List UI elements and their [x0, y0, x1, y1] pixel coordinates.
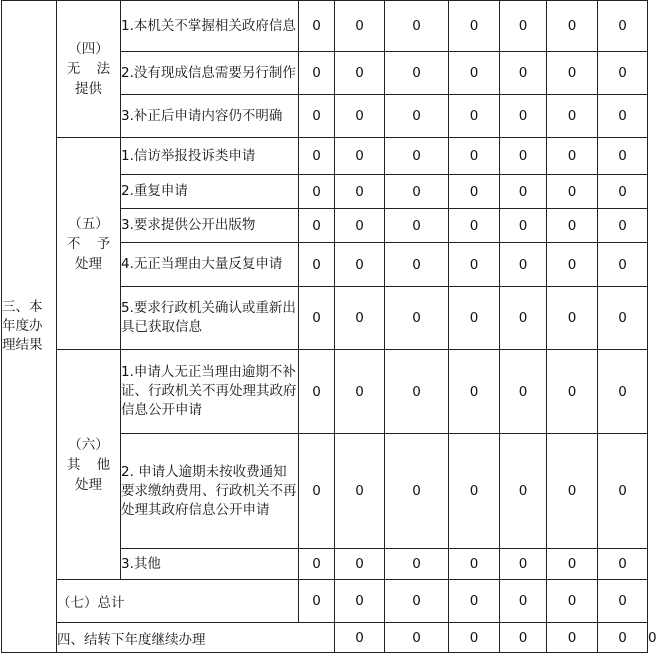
cell-value: 0 — [598, 138, 648, 175]
cell-value: 0 — [335, 52, 385, 95]
item-label: 2.没有现成信息需要另行制作 — [121, 52, 299, 95]
cell-value: 0 — [598, 1, 648, 52]
item-label: 1.申请人无正当理由逾期不补证、行政机关不再处理其政府信息公开申请 — [121, 350, 299, 434]
cell-value: 0 — [500, 138, 547, 175]
cell-value: 0 — [500, 95, 547, 138]
section-label-line: 三、本 — [2, 299, 43, 315]
cell-value: 0 — [299, 175, 335, 209]
item-label: 2. 申请人逾期未按收费通知要求缴纳费用、行政机关不再处理其政府信息公开申请 — [121, 434, 299, 549]
group-label-char: 不 — [66, 235, 81, 252]
cell-value: 0 — [547, 243, 598, 287]
cell-value: 0 — [449, 580, 500, 623]
cell-value: 0 — [547, 1, 598, 52]
cell-value: 0 — [500, 1, 547, 52]
total-label: （七）总计 — [57, 580, 299, 623]
group-label-line: 处理 — [75, 255, 102, 272]
cell-value: 0 — [335, 1, 385, 52]
cell-value: 0 — [385, 209, 449, 243]
cell-value: 0 — [598, 434, 648, 549]
cell-value: 0 — [598, 209, 648, 243]
item-label: 2.重复申请 — [121, 175, 299, 209]
group-label-line: （四） — [68, 41, 109, 57]
group-label-char: 其 — [66, 456, 81, 473]
cell-value: 0 — [335, 580, 385, 623]
item-label: 3.其他 — [121, 549, 299, 580]
cell-value: 0 — [385, 623, 449, 653]
cell-value: 0 — [500, 434, 547, 549]
cell-value: 0 — [500, 52, 547, 95]
cell-value: 0 — [500, 623, 547, 653]
cell-value: 0 — [500, 549, 547, 580]
group-label-char: 予 — [96, 235, 111, 252]
item-label: 3.要求提供公开出版物 — [121, 209, 299, 243]
cell-value: 0 — [547, 52, 598, 95]
cell-value: 0 — [547, 350, 598, 434]
cell-value: 0 — [299, 350, 335, 434]
cell-value: 0 — [449, 549, 500, 580]
cell-value: 0 — [299, 549, 335, 580]
cell-value: 0 — [449, 175, 500, 209]
group-label-char: 无 — [66, 61, 81, 77]
cell-value: 0 — [335, 287, 385, 350]
results-table — [1, 0, 657, 653]
item-label: 4.无正当理由大量反复申请 — [121, 243, 299, 287]
section-label — [2, 1, 57, 653]
group-label-line: 处理 — [75, 476, 102, 493]
table-row — [2, 138, 648, 175]
cell-value: 0 — [547, 434, 598, 549]
cell-value: 0 — [449, 138, 500, 175]
cell-value: 0 — [547, 580, 598, 623]
cell-value: 0 — [335, 138, 385, 175]
cell-value: 0 — [385, 175, 449, 209]
cell-value: 0 — [500, 287, 547, 350]
cell-value: 0 — [299, 95, 335, 138]
group-label-line: （六） — [68, 436, 109, 453]
cell-value: 0 — [385, 138, 449, 175]
cell-value: 0 — [449, 434, 500, 549]
cell-value: 0 — [449, 350, 500, 434]
cell-value: 0 — [547, 209, 598, 243]
cell-value: 0 — [598, 287, 648, 350]
table-row — [2, 350, 648, 434]
cell-value: 0 — [598, 549, 648, 580]
cell-value: 0 — [299, 1, 335, 52]
cell-value: 0 — [385, 434, 449, 549]
cell-value: 0 — [598, 95, 648, 138]
section-label-line: 年度办 — [2, 318, 43, 334]
cell-value: 0 — [335, 549, 385, 580]
group-label — [57, 350, 121, 580]
cell-value: 0 — [500, 209, 547, 243]
cell-value: 0 — [598, 623, 648, 653]
cell-value: 0 — [385, 287, 449, 350]
cell-value: 0 — [299, 52, 335, 95]
item-label: 5.要求行政机关确认或重新出具已获取信息 — [121, 287, 299, 350]
group-label-char: 他 — [96, 456, 111, 473]
cell-value: 0 — [385, 350, 449, 434]
cell-value: 0 — [335, 95, 385, 138]
cell-value: 0 — [449, 1, 500, 52]
cell-value: 0 — [598, 175, 648, 209]
group-label — [57, 1, 121, 138]
group-label-line: （五） — [68, 215, 109, 232]
cell-value: 0 — [598, 350, 648, 434]
cell-value: 0 — [385, 95, 449, 138]
cell-value: 0 — [299, 580, 335, 623]
cell-value: 0 — [335, 623, 385, 653]
cell-value: 0 — [385, 549, 449, 580]
item-label: 1.本机关不掌握相关政府信息 — [121, 1, 299, 52]
cell-value: 0 — [335, 350, 385, 434]
cell-value: 0 — [385, 580, 449, 623]
cell-value: 0 — [547, 549, 598, 580]
cell-value: 0 — [335, 243, 385, 287]
cell-value: 0 — [547, 95, 598, 138]
item-label: 1.信访举报投诉类申请 — [121, 138, 299, 175]
cell-value: 0 — [449, 287, 500, 350]
item-label: 3.补正后申请内容仍不明确 — [121, 95, 299, 138]
cell-value: 0 — [299, 434, 335, 549]
cell-value: 0 — [385, 243, 449, 287]
cell-value: 0 — [299, 209, 335, 243]
cell-value: 0 — [449, 95, 500, 138]
cell-value: 0 — [500, 350, 547, 434]
cell-value: 0 — [449, 52, 500, 95]
table-row — [2, 1, 648, 52]
cell-value: 0 — [385, 52, 449, 95]
carryover-label: 四、结转下年度继续办理 — [57, 623, 335, 653]
cell-value: 0 — [598, 52, 648, 95]
cell-value: 0 — [500, 580, 547, 623]
cell-value: 0 — [547, 175, 598, 209]
cell-value: 0 — [547, 623, 598, 653]
cell-value: 0 — [299, 287, 335, 350]
group-label-char: 法 — [96, 61, 111, 77]
cell-value: 0 — [335, 434, 385, 549]
cell-value: 0 — [299, 243, 335, 287]
group-label — [57, 138, 121, 350]
group-label-line: 提供 — [75, 81, 102, 97]
table-row — [2, 580, 648, 623]
cell-value: 0 — [449, 243, 500, 287]
cell-value: 0 — [500, 175, 547, 209]
cell-value: 0 — [547, 287, 598, 350]
cell-value: 0 — [598, 580, 648, 623]
cell-value: 0 — [449, 209, 500, 243]
cell-value: 0 — [385, 1, 449, 52]
table-row: 四、结转下年度继续办理 0 0 0 0 0 0 0 — [2, 623, 648, 653]
cell-value: 0 — [335, 209, 385, 243]
cell-value: 0 — [449, 623, 500, 653]
cell-value: 0 — [335, 175, 385, 209]
cell-value: 0 — [299, 138, 335, 175]
cell-value: 0 — [547, 138, 598, 175]
cell-value: 0 — [500, 243, 547, 287]
cell-value: 0 — [598, 243, 648, 287]
section-label-line: 理结果 — [2, 337, 43, 353]
